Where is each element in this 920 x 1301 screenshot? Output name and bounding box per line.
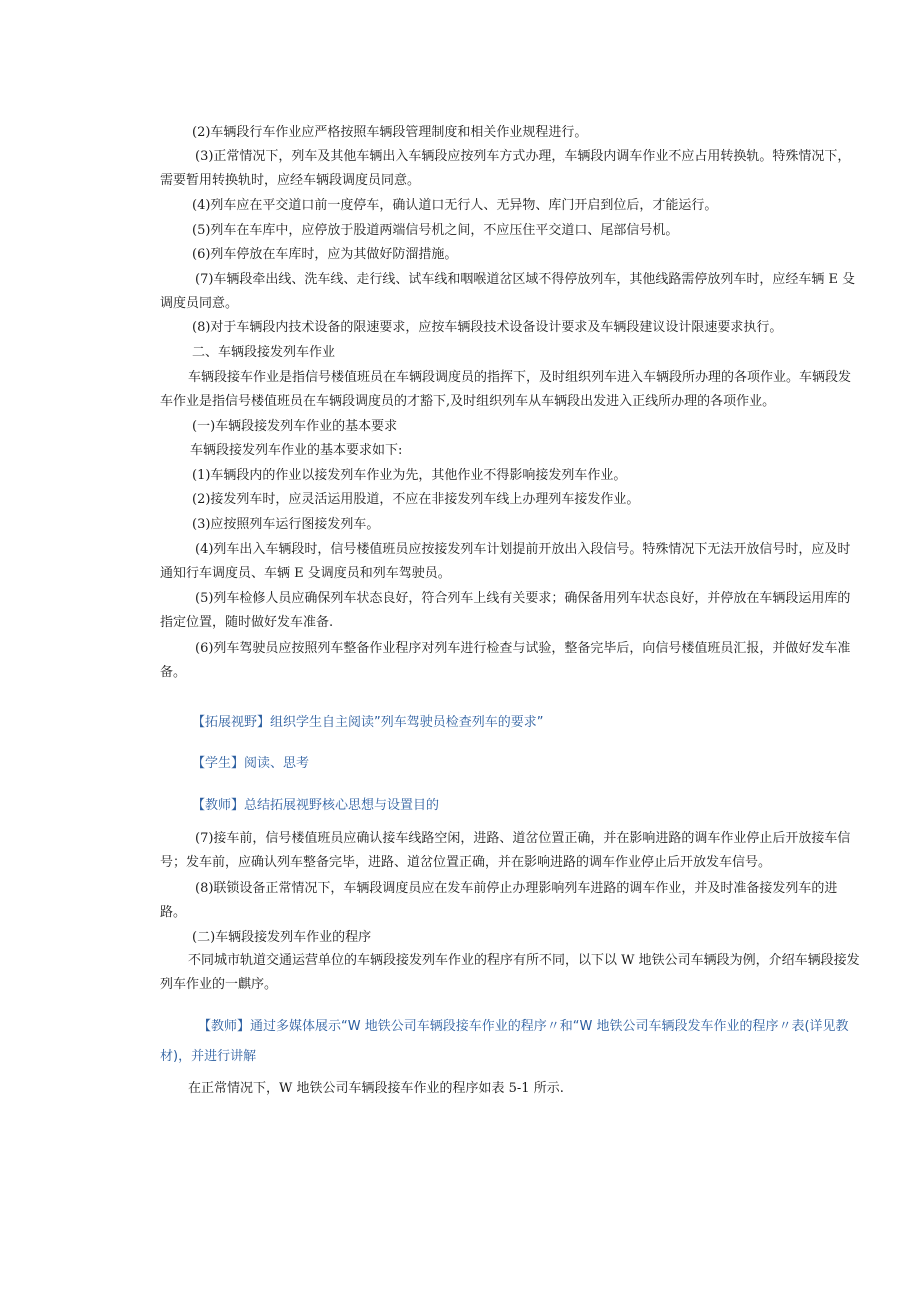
paragraph-item-4: (4)列车应在平交道口前一度停车，确认道口无行人、无异物、库门开启到位后，才能运行。 [192,198,718,213]
paragraph-item-2: (2)车辆段行车作业应严格按照车辆段管理制度和相关作业规程进行。 [192,125,588,140]
paragraph-item-8: (8)对于车辆段内技术设备的限速要求，应按车辆段技术设备设计要求及车辆段建议设计限速要求执行。 [192,320,783,335]
requirement-item-1: (1)车辆段内的作业以接发列车作业为先，其他作业不得影响接发列车作业。 [192,468,627,483]
requirement-item-6: (6)列车驾驶员应按照列车整备作业程序对列车进行检查与试验，整备完毕后，向信号楼值班员汇报，并做好发车准备。 [160,641,851,680]
paragraph-definition: 车辆段接车作业是指信号楼值班员在车辆段调度员的指挥下，及时组织列车进入车辆段所办理的各项作业。车辆段发车作业是指信号楼值班员在车辆段调度员的才豁下,及时组织列车从车辆段出发进入正线所办理的各项作业。 [160,370,852,409]
requirement-item-2: (2)接发列车时，应灵活运用股道，不应在非接发列车线上办理列车接发作业。 [192,492,640,507]
subsection-heading-2: (二)车辆段接发列车作业的程序 [192,930,372,945]
paragraph-item-5: (5)列车在车库中，应停放于股道两端信号机之间，不应压住平交道口、尾部信号机。 [192,223,679,238]
paragraph-table-reference: 在正常情况下，W 地铁公司车辆段接车作业的程序如表 5-1 所示. [188,1081,564,1096]
requirement-item-8: (8)联锁设备正常情况下，车辆段调度员应在发车前停止办理影响列车进路的调车作业，并及时准备接发列车的进路。 [160,881,838,920]
paragraph-item-6: (6)列车停放在车库时，应为其做好防溜措施。 [192,247,458,262]
paragraph-procedure-intro: 不同城市轨道交通运营单位的车辆段接发列车作业的程序有所不同，以下以 W 地铁公司车辆段为例，介绍车辆段接发列车作业的一麒序。 [160,953,860,992]
section-heading: 二、车辆段接发列车作业 [192,345,336,360]
requirement-item-4: (4)列车出入车辆段时，信号楼值班员应按接发列车计划提前开放出入段信号。特殊情况下无法开放信号时，应及时通知行车调度员、车辆 E 殳调度员和列车驾驶员。 [160,542,851,581]
extended-reading-note: 【拓展视野】组织学生自主阅读”列车驾驶员检查列车的要求” [192,715,544,730]
paragraph-item-3: (3)正常情况下，列车及其他车辆出入车辆段应按列车方式办理，车辆段内调车作业不应占用转换轨。特殊情况下，需要暂用转换轨时，应经车辆段调度员同意。 [160,149,851,188]
paragraph-item-7: (7)车辆段牵出线、洗车线、走行线、试车线和咽喉道岔区域不得停放列车，其他线路需停放列车时，应经车辆 E 殳调度员同意。 [160,272,856,311]
teacher-multimedia-note: 【教师】通过多媒体展示“W 地铁公司车辆段接车作业的程序〃和“W 地铁公司车辆段发车作业的程序〃表(详见教材)，并进行讲解 [160,1019,849,1064]
paragraph-intro: 车辆段接发列车作业的基本要求如下: [190,443,403,458]
requirement-item-5: (5)列车检修人员应确保列车状态良好，符合列车上线有关要求；确保备用列车状态良好，并停放在车辆段运用库的指定位置，随时做好发车准备. [160,591,851,630]
subsection-heading-1: (一)车辆段接发列车作业的基本要求 [192,419,398,434]
student-activity-note: 【学生】阅读、思考 [192,756,310,771]
teacher-summary-note: 【教师】总结拓展视野核心思想与设置目的 [192,798,440,813]
requirement-item-7: (7)接车前，信号楼值班员应确认接车线路空闲，进路、道岔位置正确，并在影响进路的调车作业停止后开放接车信号；发车前，应确认列车整备完毕，进路、道岔位置正确，并在影响进路的调车作业停止后开放发车信号。 [160,831,851,870]
requirement-item-3: (3)应按照列车运行图接发列车。 [192,517,380,532]
